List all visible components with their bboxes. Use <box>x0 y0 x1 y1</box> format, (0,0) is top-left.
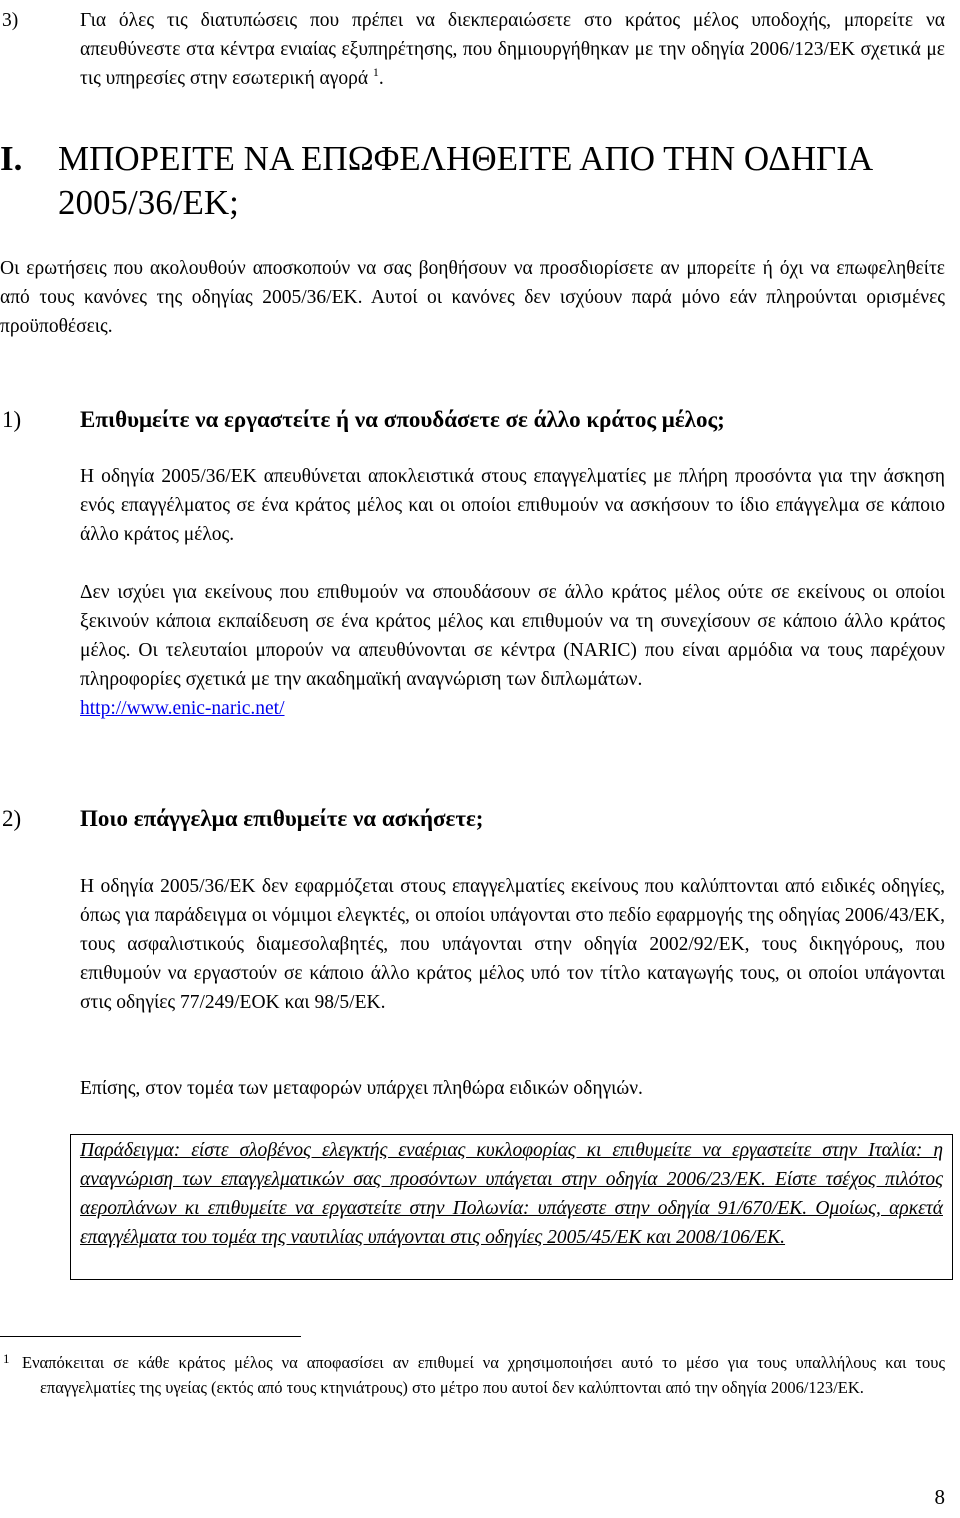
naric-link[interactable]: http://www.enic-naric.net/ <box>80 698 285 719</box>
example-box: Παράδειγμα: είστε σλοβένος ελεγκτής εναέριας κυκλοφορίας κι επιθυμείτε να εργαστείτε στην Ιταλία: η αναγνώριση των επαγγελματικών σας προσόντων υπάγεται στην οδηγία 2006/23/ΕΚ. Είστε τσέχος πιλότος αεροπλάνων κι επιθυμείτε να εργαστείτε στην Πολωνία: υπάγεστε στην οδηγία 91/670/ΕΚ. Ομοίως, αρκετά επαγγέλματα του τομέα της ναυτιλίας υπάγονται στις οδηγίες 2005/45/ΕΚ και 2008/106/ΕΚ. <box>70 1134 953 1280</box>
question-2-paragraph-2: Επίσης, στον τομέα των μεταφορών υπάρχει πληθώρα ειδικών οδηγιών. <box>80 1078 643 1099</box>
section-title: ΜΠΟΡΕΙΤΕ ΝΑ ΕΠΩΦΕΛΗΘΕΙΤΕ ΑΠΟ ΤΗΝ ΟΔΗΓΙΑ 2005/36/ΕΚ; <box>58 139 872 222</box>
question-1-paragraph-2: Δεν ισχύει για εκείνους που επιθυμούν να σπουδάσουν σε άλλο κράτος μέλος ούτε σε εκείνους οι οποίοι ξεκινούν κάποια εκπαίδευση σε ένα κράτος μέλος και επιθυμούν να τη συνεχίσουν σε κάποιο άλλο κράτος μέλος. Οι τελευταίοι μπορούν να απευθύνονται σε κέντρα (NARIC) που είναι αρμόδια να τους παρέχουν πληροφορίες σχετικά με την ακαδημαϊκή αναγνώριση των διπλωμάτων. http://www.enic-naric.net/ <box>80 582 945 719</box>
question-title: Ποιο επάγγελμα επιθυμείτε να ασκήσετε; <box>80 806 484 831</box>
section-numeral: I. <box>0 139 23 178</box>
question-2-heading <box>0 804 945 836</box>
footnote-number: 1 <box>3 1351 10 1366</box>
question-2-paragraph-1: Η οδηγία 2005/36/ΕΚ δεν εφαρμόζεται στους επαγγελματίες εκείνους που καλύπτονται από ειδικές οδηγίες, όπως για παράδειγμα οι νόμιμοι ελεγκτές, οι οποίοι υπάγονται στο πεδίο εφαρμογής της οδηγίας 2006/43/ΕΚ, τους ασφαλιστικούς διαμεσολαβητές, που υπάγονται στην οδηγία 2002/92/ΕΚ, τους δικηγόρους, που επιθυμούν να εργαστούν σε κάποιο άλλο κράτος μέλος υπό τον τίτλο καταγωγής τους, οι οποίοι υπάγονται στις οδηγίες 77/249/ΕΟΚ και 98/5/ΕΚ. <box>80 876 945 1013</box>
list-number: 3) <box>2 10 19 31</box>
question-title: Επιθυμείτε να εργαστείτε ή να σπουδάσετε σε άλλο κράτος μέλος; <box>80 407 725 432</box>
question-1-heading <box>0 405 945 437</box>
question-1-paragraph-1: Η οδηγία 2005/36/ΕΚ απευθύνεται αποκλειστικά στους επαγγελματίες με πλήρη προσόντα για την άσκηση ενός επαγγέλματος σε ένα κράτος μέλος και οι οποίοι επιθυμούν να ασκήσουν το ίδιο επάγγελμα σε κάποιο άλλο κράτος μέλος. <box>80 466 945 545</box>
question-number: 2) <box>2 806 22 831</box>
list-item-text: Για όλες τις διατυπώσεις που πρέπει να διεκπεραιώσετε στο κράτος μέλος υποδοχής, μπορείτε να απευθύνεστε στα κέντρα ενιαίας εξυπηρέτησης, που δημιουργήθηκαν με την οδηγία 2006/123/ΕΚ σχετικά με τις υπηρεσίες στην εσωτερική αγορά $^1$. <box>80 10 945 89</box>
page-number: 8 <box>934 1485 945 1509</box>
section-intro-paragraph: Οι ερωτήσεις που ακολουθούν αποσκοπούν να σας βοηθήσουν να προσδιορίσετε αν μπορείτε ή όχι να επωφεληθείτε από τους κανόνες της οδηγίας 2005/36/ΕΚ. Αυτοί οι κανόνες δεν ισχύουν παρά μόνο εάν πληρούνται ορισμένες προϋποθέσεις. <box>0 258 945 337</box>
question-number: 1) <box>2 407 22 432</box>
footnote-separator <box>0 1336 301 1337</box>
footnote-text: Εναπόκειται σε κάθε κράτος μέλος να αποφασίσει αν επιθυμεί να χρησιμοποιήσει αυτό το μέσο για τους υπαλλήλους και τους επαγγελματίες της υγείας (εκτός από τους κτηνιάτρους) στο μέτρο που αυτοί δεν καλύπτονται από την οδηγία 2006/123/ΕΚ. <box>22 1353 945 1397</box>
footnote-reference[interactable]: 1 <box>372 64 379 79</box>
